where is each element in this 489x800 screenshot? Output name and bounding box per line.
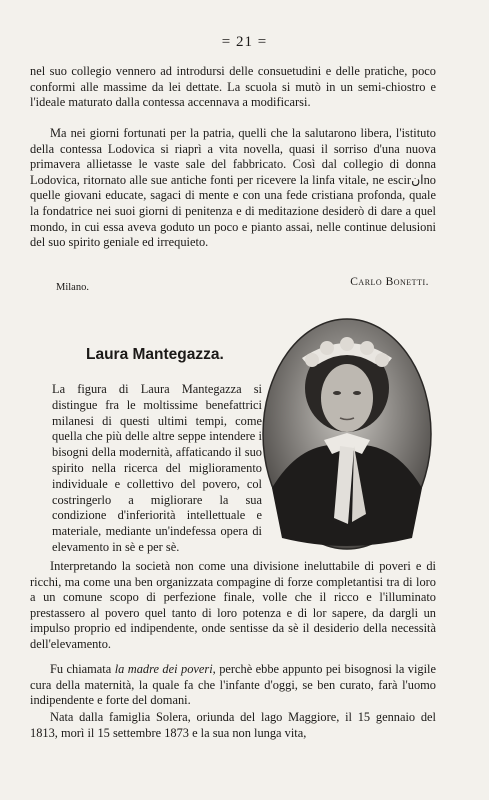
portrait-image: [262, 318, 432, 550]
paragraph-5-text-a: Fu chiamata: [50, 662, 115, 676]
paragraph-5-text-b: perchè ebbe appunto pei bisognosi la vigile cura della maternità, la quale fa che l'infante d'oggi, se ben curato, farà l'uomo indipendente e forte del domani.: [30, 662, 437, 708]
article-title: Laura Mantegazza.: [86, 346, 224, 363]
paragraph-2-text: Ma nei giorni fortunati per la patria, quelli che la salutarono libera, l'istituto della contessa Lodovica si riaprì a vita novella, quasi il sorriso d'una nuova primavera allietasse le vaste sale del fabbricato. Così dal collegio di donna Lodovica, ritornato alle sue antiche fonti per ricevere la linfa vitale, ne escirانno quelle giovani educate, sagaci di mente e con una fede cristiana profonda, quale la fondatrice nei suoi giorni di penitenza e di meditazione desiderò di dare a quel mondo, in cui essa aveva goduto un poco e pianto assai, nelle continue delusioni del suo spirito geniale ed irrequieto.: [30, 126, 436, 250]
paragraph-5-text: [30, 662, 436, 709]
page-number: = 21 =: [221, 34, 268, 50]
paragraph-5-italic: la madre dei poveri,: [114, 662, 216, 676]
portrait-svg: [262, 318, 432, 550]
paragraph-6: [30, 710, 436, 741]
paragraph-4-text: Interpretando la società non come una divisione ineluttabile di poveri e di ricchi, ma come una ben organizzata compagine di forze completantisi tra di loro a un comune scopo di perfezione finale, volle che il ricco e l'illuminato prestassero al povero quel tanto di loro potenza e di lor sapere, da dargli un impulso proprio ed indipendente, onde sentisse da sè il desiderio della necessità dell'elevamento.: [30, 559, 436, 651]
paragraph-3-text: La figura di Laura Mantegazza si distingue fra le moltissime benefattrici milanesi di questi ultimi tempi, come quella che più delle altre seppe intendere i bisogni della modernità, affaticando il suo spirito nella ricerca del miglioramento individuale e collettivo del povero, col costringerlo a migliorare la sua condizione d'inferiorità intellettuale e materiale, mediante un'indefessa opera di elevamento in sè e per sè.: [52, 382, 262, 554]
paragraph-1: [30, 64, 436, 111]
paragraph-2: [30, 126, 436, 251]
paragraph-3: [52, 382, 262, 556]
paragraph-4: [30, 559, 436, 653]
paragraph-6-text: Nata dalla famiglia Solera, oriunda del lago Maggiore, il 15 gennaio del 1813, morì il 15 settembre 1873 e la sua non lunga vita,: [30, 710, 436, 740]
author-signature: Carlo Bonetti.: [350, 276, 429, 288]
paragraph-1-text: nel suo collegio vennero ad introdursi delle consuetudini e delle pratiche, poco conformi alle massime da lei dettate. La scuola si mutò in un semi-chiostro e l'ideale maturato dalla contessa accennava a modificarsi.: [30, 64, 436, 110]
paragraph-5: [30, 662, 436, 709]
place-name: Milano.: [56, 282, 89, 293]
